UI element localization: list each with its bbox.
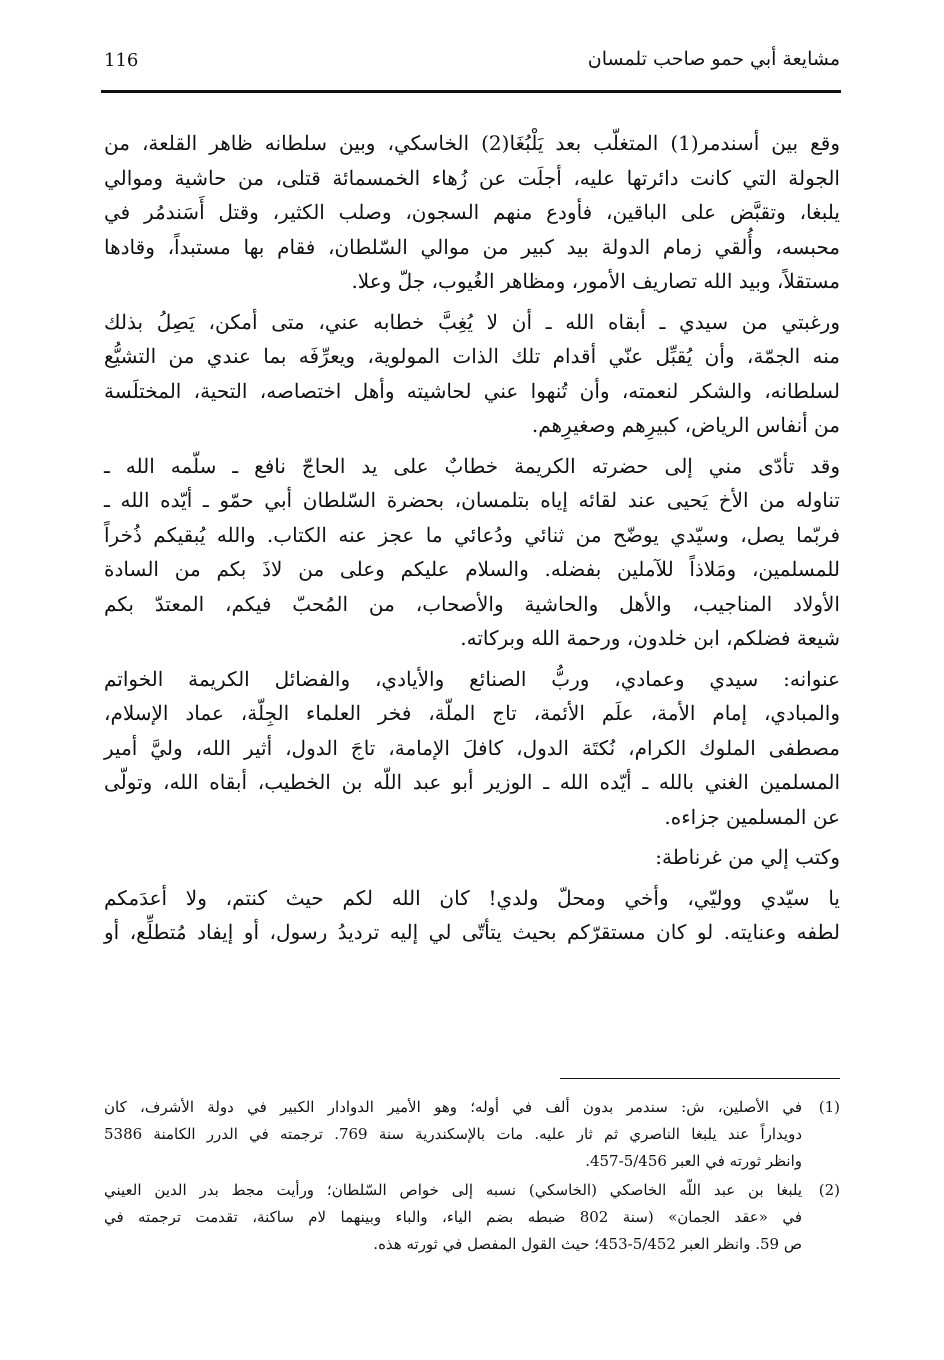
header-rule bbox=[101, 90, 841, 93]
text-line: المسلمين الغني بالله ـ أيّده الله ـ الوزير أبو عبد اللّه بن الخطيب، أبقاه الله، وتولّى bbox=[104, 770, 840, 794]
text-line: فربّما يصل، وسيّدي يوضّح من ثنائي ودُعائي ما عجز عنه الكتاب. والله يُبقيكم ذُخراً bbox=[104, 522, 841, 547]
text-line: شيعة فضلكم، ابن خلدون، ورحمة الله وبركاته. bbox=[460, 626, 840, 650]
text-line: محبسه، وأُلقي زمام الدولة بيد كبير من موالي السّلطان، فقام بها مستبداً، وقادها bbox=[104, 234, 840, 259]
footnote-line: دويداراً عند يلبغا الناصري ثم ثار عليه. مات بالإسكندرية سنة 769. ترجمته في الدرر الكامنة 5386 bbox=[104, 1125, 802, 1143]
footnote-rule bbox=[560, 1078, 840, 1079]
text-line: وقع بين أسندمر(1) المتغلّب بعد يَلْبُغَا(2) الخاسكي، وبين سلطانه ظاهر القلعة، من bbox=[104, 131, 840, 155]
footnote-text: يلبغا بن عبد اللّه الخاصكي (الخاسكي) نسبه إلى خواص السّلطان؛ ورأيت مجط بدر الدين العيني bbox=[104, 1181, 802, 1199]
text-line: من أنفاس الرياض، كبيرِهم وصغيرِهم. bbox=[531, 413, 840, 437]
body-text bbox=[104, 126, 840, 950]
text-line: منه الجمّة، وأن يُقبِّل عنّي أقدام تلك الذات المولوية، ويعرِّفَه بما عندي من التشيُّع bbox=[104, 344, 840, 368]
text-line: لطفه وعنايته. لو كان مستقرّكم بحيث يتأتّى لي إليه ترديدُ رسول، أو إيفاد مُتطلِّع، أو bbox=[104, 920, 840, 944]
text-line: يا سيّدي ووليّي، وأخي ومحلّ ولدي! كان الله لكم حيث كنتم، ولا أعدَمكم bbox=[104, 885, 840, 910]
footnote-line: ص 59. وانظر العبر 5/452-453؛ حيث القول المفصل في ثورته هذه. bbox=[373, 1235, 802, 1253]
text-line: لسلطانه، والشكر لنعمته، وأن تُنهوا عني لحاشيته وأهل اختصاصه، التحية، المختلَسة bbox=[104, 378, 840, 403]
text-line: للمسلمين، ومَلاذاً للآملين بفضله. والسلام عليكم وعلى من لاذَ بكم من السادة bbox=[104, 557, 840, 581]
text-line: والمبادي، إمام الأمة، علَم الأئمة، تاج الملّة، فخر العلماء الجِلّة، عماد الإسلام، bbox=[104, 701, 840, 725]
footnote-text: في الأصلين، ش: سندمر بدون ألف في أوله؛ وهو الأمير الدوادار الكبير في دولة الأشرف، كان bbox=[104, 1098, 802, 1116]
text-line: تناوله من الأخ يَحيى عند لقائه إياه بتلمسان، بحضرة السّلطان أبي حمّو ـ أيّده الله ـ bbox=[104, 488, 841, 512]
text-line: يلبغا، وتقبَّض على الباقين، فأودع منهم السجون، وصلب الكثير، وقتل أَسَندمُر في bbox=[104, 200, 840, 224]
text-line: الأولاد المناجيب، والأهل والحاشية والأصحاب، من المُحبّ فيكم، المعتدّ بكم bbox=[104, 591, 840, 616]
footnotes bbox=[104, 1094, 840, 1258]
page-number: 116 bbox=[104, 50, 139, 71]
running-title: مشايعة أبي حمو صاحب تلمسان bbox=[587, 48, 840, 70]
text-line: ورغبتي من سيدي ـ أبقاه الله ـ أن لا يُغِبَّ خطابه عني، متى أمكن، يَصِلُ بذلك bbox=[104, 309, 840, 334]
footnote-number: (1) bbox=[818, 1098, 840, 1116]
footnote-number: (2) bbox=[818, 1181, 840, 1199]
text-line: الجولة التي كانت دائرتها عليه، أجلَت عن زُهاء الخمسمائة قتلى، من حاشية وموالي bbox=[104, 165, 840, 190]
text-line: وقد تأدّى مني إلى حضرته الكريمة خطابٌ على يد الحاجّ نافع ـ سلّمه الله ـ bbox=[104, 453, 840, 478]
footnote-line bbox=[104, 1094, 840, 1121]
text-line: مستقلاً، وبيد الله تصاريف الأمور، ومظاهر الغُيوب، جلّ وعلا. bbox=[351, 269, 840, 293]
footnote-line: وانظر ثورته في العبر 5/456-457. bbox=[585, 1152, 802, 1170]
text-line: وكتب إلي من غرناطة: bbox=[655, 845, 840, 869]
text-line: عن المسلمين جزاءه. bbox=[664, 804, 840, 829]
footnote-line bbox=[104, 1177, 840, 1204]
footnote-line: في «عقد الجمان» (سنة 802 ضبطه بضم الياء، والباء وبينهما لام ساكنة، تقدمت ترجمته في bbox=[104, 1208, 802, 1226]
text-line: عنوانه: سيدي وعمادي، وربُّ الصنائع والأيادي، والفضائل الكريمة الخواتم bbox=[104, 666, 840, 691]
page-header bbox=[104, 44, 840, 84]
text-line: مصطفى الملوك الكرام، نُكتَة الدول، كافلَ الإمامة، تاجَ الدول، أثير الله، وليَّ أمير bbox=[104, 735, 840, 760]
